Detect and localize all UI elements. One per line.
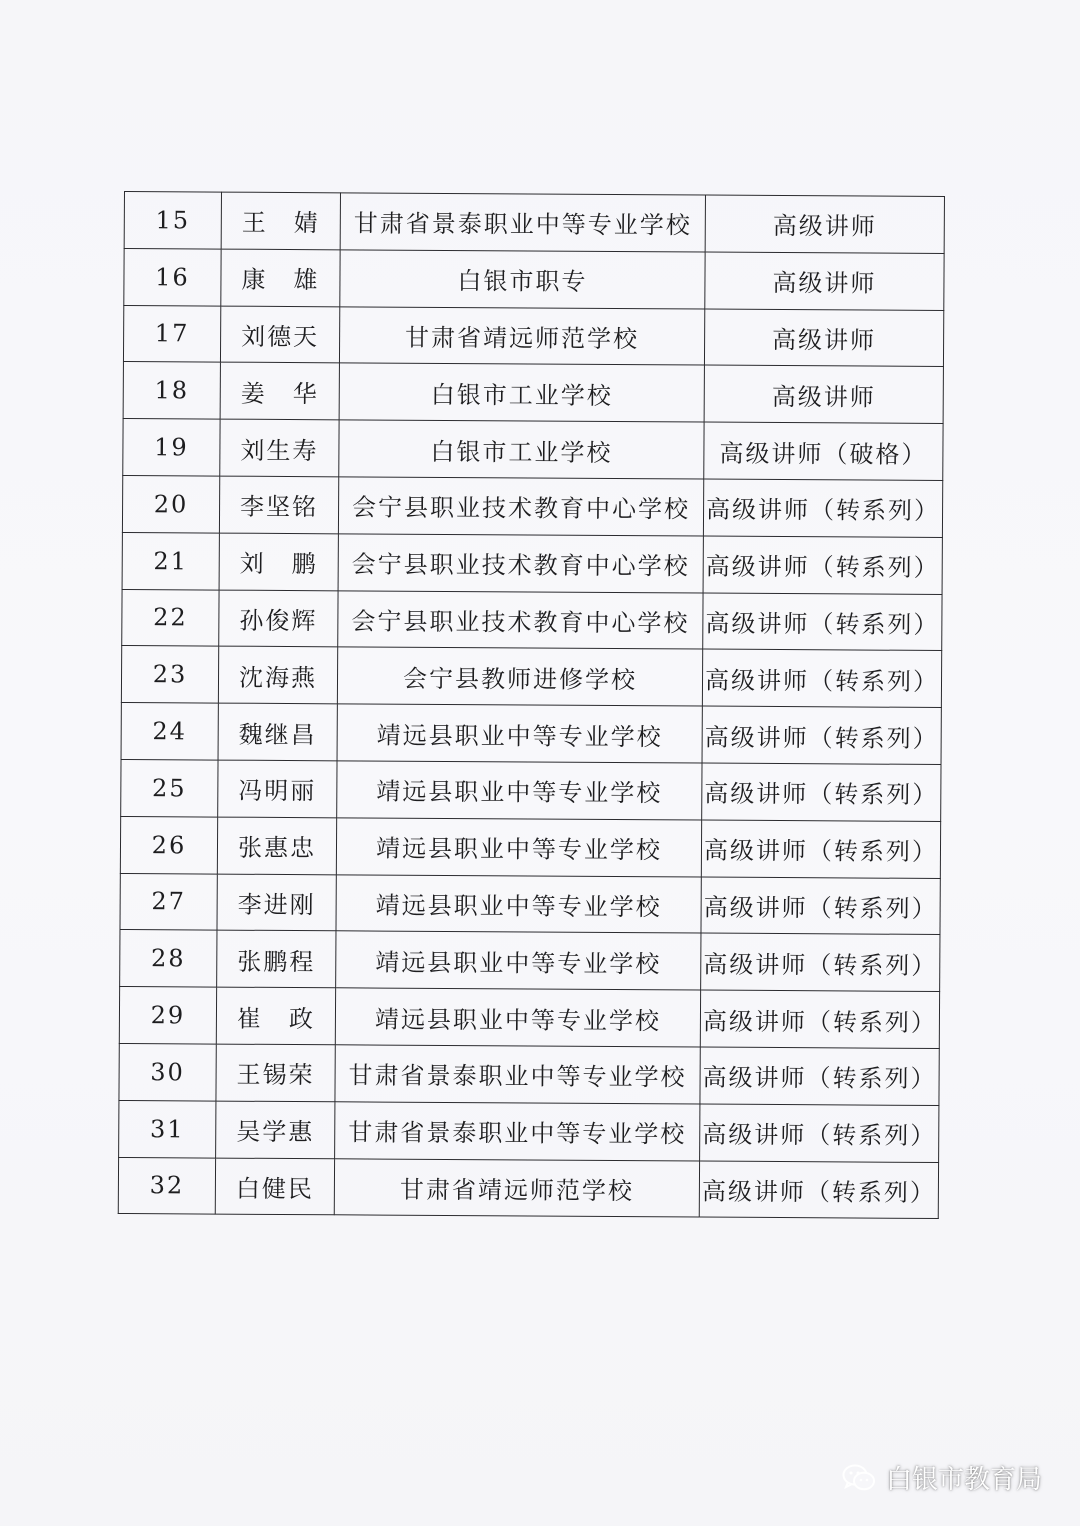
professional-title: 高级讲师（转系列）: [703, 479, 942, 537]
row-number: 28: [120, 930, 217, 987]
professional-title: 高级讲师: [704, 309, 943, 367]
row-number: 23: [121, 646, 218, 703]
person-name: 王锡荣: [216, 1044, 335, 1102]
professional-title: 高级讲师（转系列）: [702, 763, 941, 821]
source-watermark: [842, 1459, 1042, 1496]
school-name: 白银市工业学校: [339, 420, 704, 479]
professional-title: 高级讲师: [704, 365, 943, 423]
professional-title: 高级讲师（转系列）: [700, 1047, 939, 1105]
school-name: 会宁县职业技术教育中心学校: [338, 534, 703, 593]
school-name: 靖远县职业中等专业学校: [335, 988, 700, 1047]
school-name: 甘肃省靖远师范学校: [334, 1158, 699, 1217]
professional-title: 高级讲师（破格）: [704, 422, 943, 480]
professional-title: 高级讲师（转系列）: [703, 593, 942, 651]
person-name: 沈海燕: [218, 646, 337, 704]
table-row: [122, 475, 942, 537]
person-name: 刘 鹏: [219, 533, 338, 591]
professional-title: 高级讲师（转系列）: [702, 706, 941, 764]
school-name: 甘肃省景泰职业中等专业学校: [340, 193, 705, 252]
roster-table-body: [118, 192, 944, 1219]
person-name: 吴学惠: [216, 1101, 335, 1159]
person-name: 张惠忠: [217, 817, 336, 875]
roster-table: [118, 191, 945, 1219]
table-row: [124, 248, 944, 310]
professional-title: 高级讲师（转系列）: [701, 933, 940, 991]
school-name: 靖远县职业中等专业学校: [336, 931, 701, 990]
table-row: [120, 930, 940, 992]
row-number: 30: [119, 1043, 216, 1100]
table-row: [122, 589, 942, 651]
person-name: 孙俊辉: [219, 590, 338, 648]
professional-title: 高级讲师: [705, 195, 944, 253]
professional-title: 高级讲师（转系列）: [699, 1161, 938, 1219]
row-number: 29: [119, 987, 216, 1044]
person-name: 康 雄: [221, 249, 340, 307]
row-number: 19: [123, 419, 220, 476]
row-number: 18: [123, 362, 220, 419]
professional-title: 高级讲师（转系列）: [701, 820, 940, 878]
school-name: 会宁县职业技术教育中心学校: [338, 477, 703, 536]
person-name: 崔 政: [216, 987, 335, 1045]
table-row: [124, 192, 944, 254]
row-number: 15: [124, 192, 221, 249]
school-name: 白银市工业学校: [339, 363, 704, 422]
professional-title: 高级讲师: [705, 252, 944, 310]
person-name: 魏继昌: [218, 703, 337, 761]
watermark-text: 白银市教育局: [885, 1465, 1042, 1495]
wechat-icon: [842, 1464, 876, 1492]
table-row: [122, 532, 942, 594]
person-name: 张鹏程: [217, 930, 336, 988]
row-number: 24: [121, 703, 218, 760]
professional-title: 高级讲师（转系列）: [700, 990, 939, 1048]
row-number: 17: [123, 305, 220, 362]
professional-title: 高级讲师（转系列）: [700, 1104, 939, 1162]
school-name: 靖远县职业中等专业学校: [336, 818, 701, 877]
table-row: [120, 816, 940, 878]
school-name: 白银市职专: [340, 250, 705, 309]
table-row: [118, 1157, 938, 1219]
row-number: 25: [121, 759, 218, 816]
school-name: 甘肃省景泰职业中等专业学校: [335, 1102, 700, 1161]
row-number: 27: [120, 873, 217, 930]
person-name: 刘德天: [220, 306, 339, 364]
row-number: 26: [120, 816, 217, 873]
school-name: 靖远县职业中等专业学校: [337, 704, 702, 763]
person-name: 刘生寿: [220, 419, 339, 477]
person-name: 白健民: [215, 1158, 334, 1216]
table-row: [121, 646, 941, 708]
person-name: 冯明丽: [218, 760, 337, 818]
table-row: [123, 419, 943, 481]
table-row: [119, 1100, 939, 1162]
professional-title: 高级讲师（转系列）: [702, 649, 941, 707]
person-name: 李坚铭: [219, 476, 338, 534]
row-number: 21: [122, 532, 219, 589]
row-number: 31: [119, 1100, 216, 1157]
person-name: 姜 华: [220, 362, 339, 420]
school-name: 甘肃省靖远师范学校: [339, 306, 704, 365]
school-name: 靖远县职业中等专业学校: [336, 874, 701, 933]
school-name: 靖远县职业中等专业学校: [337, 761, 702, 820]
table-row: [121, 703, 941, 765]
person-name: 王 婧: [221, 192, 340, 250]
table-row: [120, 873, 940, 935]
professional-title: 高级讲师（转系列）: [703, 536, 942, 594]
row-number: 32: [118, 1157, 215, 1214]
person-name: 李进刚: [217, 874, 336, 932]
professional-title: 高级讲师（转系列）: [701, 877, 940, 935]
table-row: [119, 987, 939, 1049]
school-name: 会宁县教师进修学校: [337, 647, 702, 706]
table-row: [121, 759, 941, 821]
school-name: 甘肃省景泰职业中等专业学校: [335, 1045, 700, 1104]
table-row: [123, 362, 943, 424]
row-number: 16: [124, 248, 221, 305]
table-row: [119, 1043, 939, 1105]
row-number: 22: [122, 589, 219, 646]
school-name: 会宁县职业技术教育中心学校: [338, 590, 703, 649]
row-number: 20: [122, 475, 219, 532]
table-row: [123, 305, 943, 367]
